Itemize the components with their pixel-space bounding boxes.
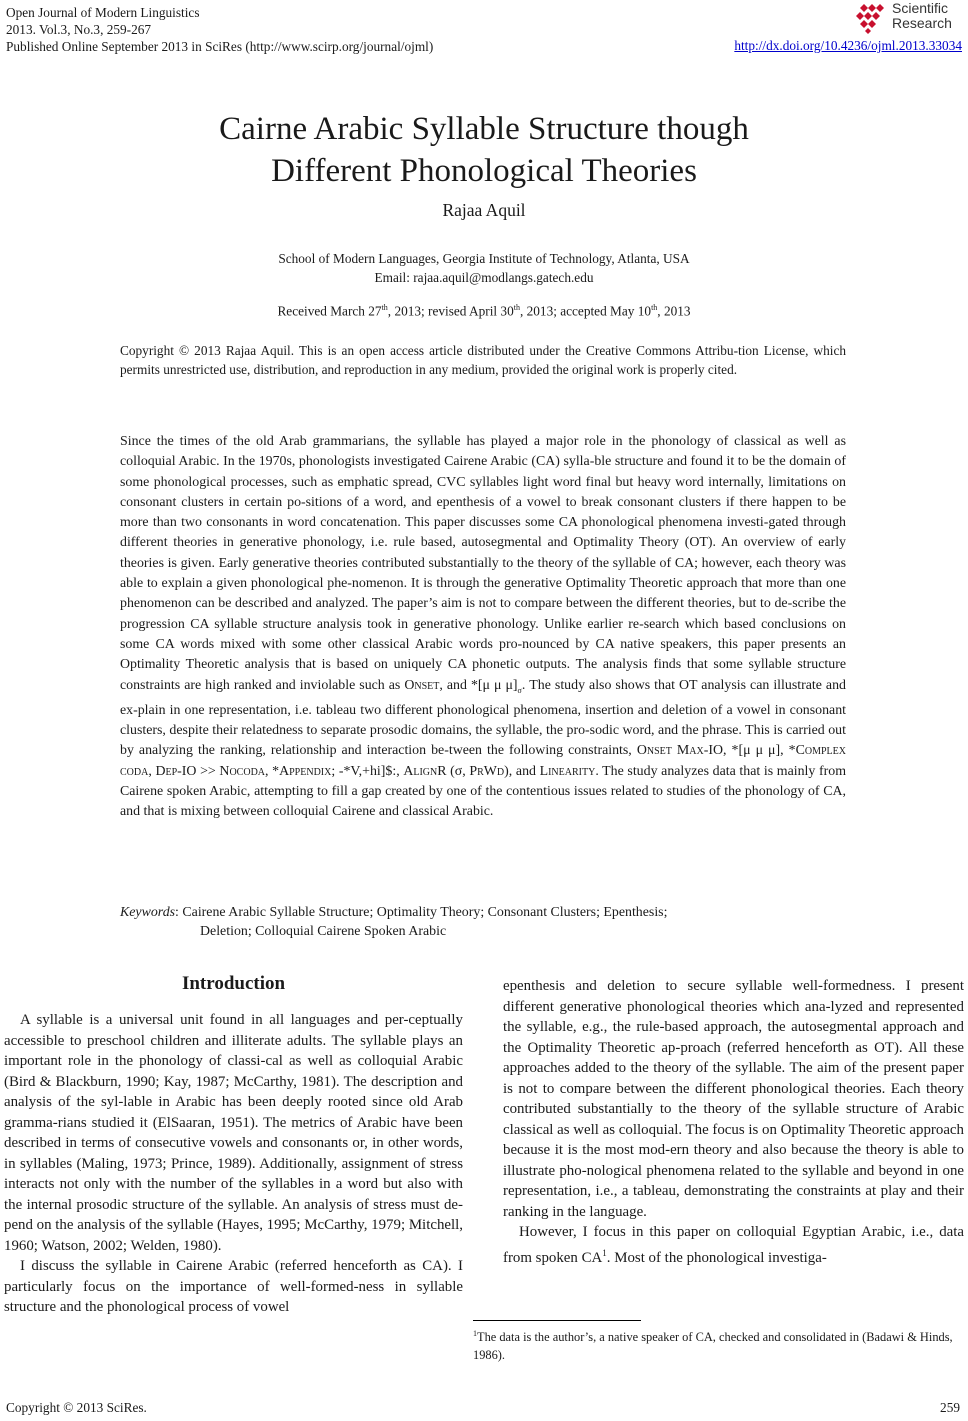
paragraph: epenthesis and deletion to secure syllable well-formedness. I present different generative phonological theories which ana-lyzed and represented the syllable, e.g., the rule-based approach, the autosegmental approach and the Optimality Theoretic ap-proach (referred henceforth as OT). All these approaches added to the theory of the syllable. The aim of the present paper is not to compare between the different phonological theories. Each theory contributed substantially to the theory of the syllable structure of Arabic classical as well as colloquial. The focus is on Optimality Theoretic approach because it is the most mod-ern theory and also because the theory is able to illustrate pho-nological phenomena related to the syllable and beyond in one representation, i.e., a tableau, demonstrating the constraints at play and their ranking in the language. (503, 978, 964, 1220)
page-number: 259 (940, 1400, 960, 1415)
author-name: Rajaa Aquil (442, 200, 526, 220)
paper-title: Cairne Arabic Syllable Structure though Different Phonological Theories (219, 111, 749, 189)
keywords-label: Keywords (120, 905, 176, 920)
abstract: Since the times of the old Arab grammarians, the syllable has played a major role in the phonology of classical as well as colloquial Arabic. In the 1970s, phonologists investigated Cairene Arabic (CA) sylla-ble structure and found it to be the domain of some phonological processes, such as emphatic spread, CVC syllables light word final but heavy word internally, limitations on consonant clusters in certain po-sitions of a word, and epenthesis of a vowel to break consonant clusters if there happen to be more than two consonants in word concatenation. This paper discusses some CA phonological phenomena investi-gated through different theories in generative phonology, i.e. rule based, autosegmental and Optimality Theory (OT). An overview of early theories is given. Early generative theories contributed substantially to the theory of the syllable of CA; however, each theory was able to explain a given phonological phe-nomenon. It is through the generative Optimality Theoretic approach that more than one phenomenon can be described and analyzed. The paper’s aim is not to compare between the different theories, but to de-scribe the progression CA syllable structure analysis took in generative phonology. Unlike earlier re-search which based conclusions on some CA words mixed with some other classical Arabic words pro-nounced by CA native speakers, this paper presents an Optimality Theoretic analysis that is based on uniquely CA phonetic outputs. The analysis finds that some syllable structure constraints are high ranked and inviolable such as Onset, and *[μ μ $\mu]_\sigma$. The study also shows that OT analysis can illustrate and ex-plain in one representation, i.e. tableau two different phonological phenomena, insertion and deletion of a vowel in consonant clusters, despite their relatedness to separate prosodic domains, the syllable, the pro-sodic word, and the phrase. This is carried out by analyzing the ranking, relationship and interaction be-tween the following constraints, Onset Max-IO, *[μ μ μ], *Complex coda, Dep-IO >> Nocoda, *Appendix; -*V,+hi]$:, AlignR (σ, PrWd), and Linearity. The study analyzes data that is mainly from Cairene spoken Arabic, attempting to fill a gap created by one of the contentious issues related to studies of the phonology of CA, and that is mixing between colloquial Cairene and classical Arabic. (120, 434, 847, 820)
affiliation-block (0, 249, 968, 287)
paragraph: A syllable is a universal unit found in all languages and per-ceptually accessible to preschool children and illiterate adults. The syllable plays an important role in the phonology of classi-cal as well as colloquial Arabic (Bird & Blackburn, 1990; Kay, 1987; McCarthy, 1981). The description and analysis of the syl-lable in Arabic has been deeply rooted since old Arab gramma-rians studied it (ElSaaran, 1951). The metrics of Arabic have been described in terms of consecutive vowels and consonants or, in other words, in syllables (Maling, 1973; Prince, 1989). Additionally, assignment of stress interacts not only with the number of the syllables in a word but also with the internal prosodic structure of the syllable. An analysis of stress must de-pend on the analysis of the syllable (Hayes, 1995; McCarthy, 1979; Mitchell, 1960; Watson, 2002; Welden, 1980). (4, 1012, 463, 1254)
footnote: $^1$The data is the author’s, a native speaker of CA, checked and consolidated in (Badawi & Hinds, 1986). (473, 1329, 953, 1363)
section-heading-introduction: Introduction (181, 973, 286, 994)
email: Email: rajaa.aquil@modlangs.gatech.edu (374, 270, 594, 285)
left-column (4, 970, 463, 1318)
journal-name: Open Journal of Modern Linguistics (6, 5, 200, 20)
keywords: Keywords: Cairene Arabic Syllable Structure; Optimality Theory; Consonant Clusters; Epenthesis; Deletion; Colloquial Cairene Spoken Arabic (120, 905, 668, 939)
affiliation: School of Modern Languages, Georgia Institute of Technology, Atlanta, USA (278, 251, 690, 266)
logo-text: Scientific Research (892, 0, 952, 31)
journal-header (6, 4, 433, 55)
doi-link[interactable]: http://dx.doi.org/10.4236/ojml.2013.33034 (734, 38, 962, 53)
footnote-marker[interactable]: 1 (602, 1247, 607, 1258)
footnote-divider (473, 1320, 641, 1321)
scientific-research-logo-icon (854, 2, 890, 34)
published-online: Published Online September 2013 in SciRes (http://www.scirp.org/journal/ojml) (6, 39, 434, 54)
received-dates: Received March 27th, 2013; revised April 30th, 2013; accepted May 10th, 2013 (277, 303, 691, 319)
right-column (503, 976, 964, 1268)
publisher-logo (854, 0, 964, 36)
paragraph: However, I focus in this paper on colloquial Egyptian Arabic, i.e., data from spoken $CA^1$. Most of the phonological investiga- (503, 1224, 964, 1266)
copyright-notice: Copyright © 2013 Rajaa Aquil. This is an open access article distributed under the Creative Commons Attribu-tion License, which permits unrestricted use, distribution, and reproduction in any medium, provided the original work is properly cited. (120, 343, 846, 377)
paragraph: I discuss the syllable in Cairene Arabic (referred henceforth as CA). I particularly focus on the importance of well-formed-ness in syllable structure and the phonological process of vowel (4, 1258, 463, 1315)
journal-volume: 2013. Vol.3, No.3, 259-267 (6, 22, 152, 37)
footer-copyright: Copyright © 2013 SciRes. (6, 1400, 147, 1415)
